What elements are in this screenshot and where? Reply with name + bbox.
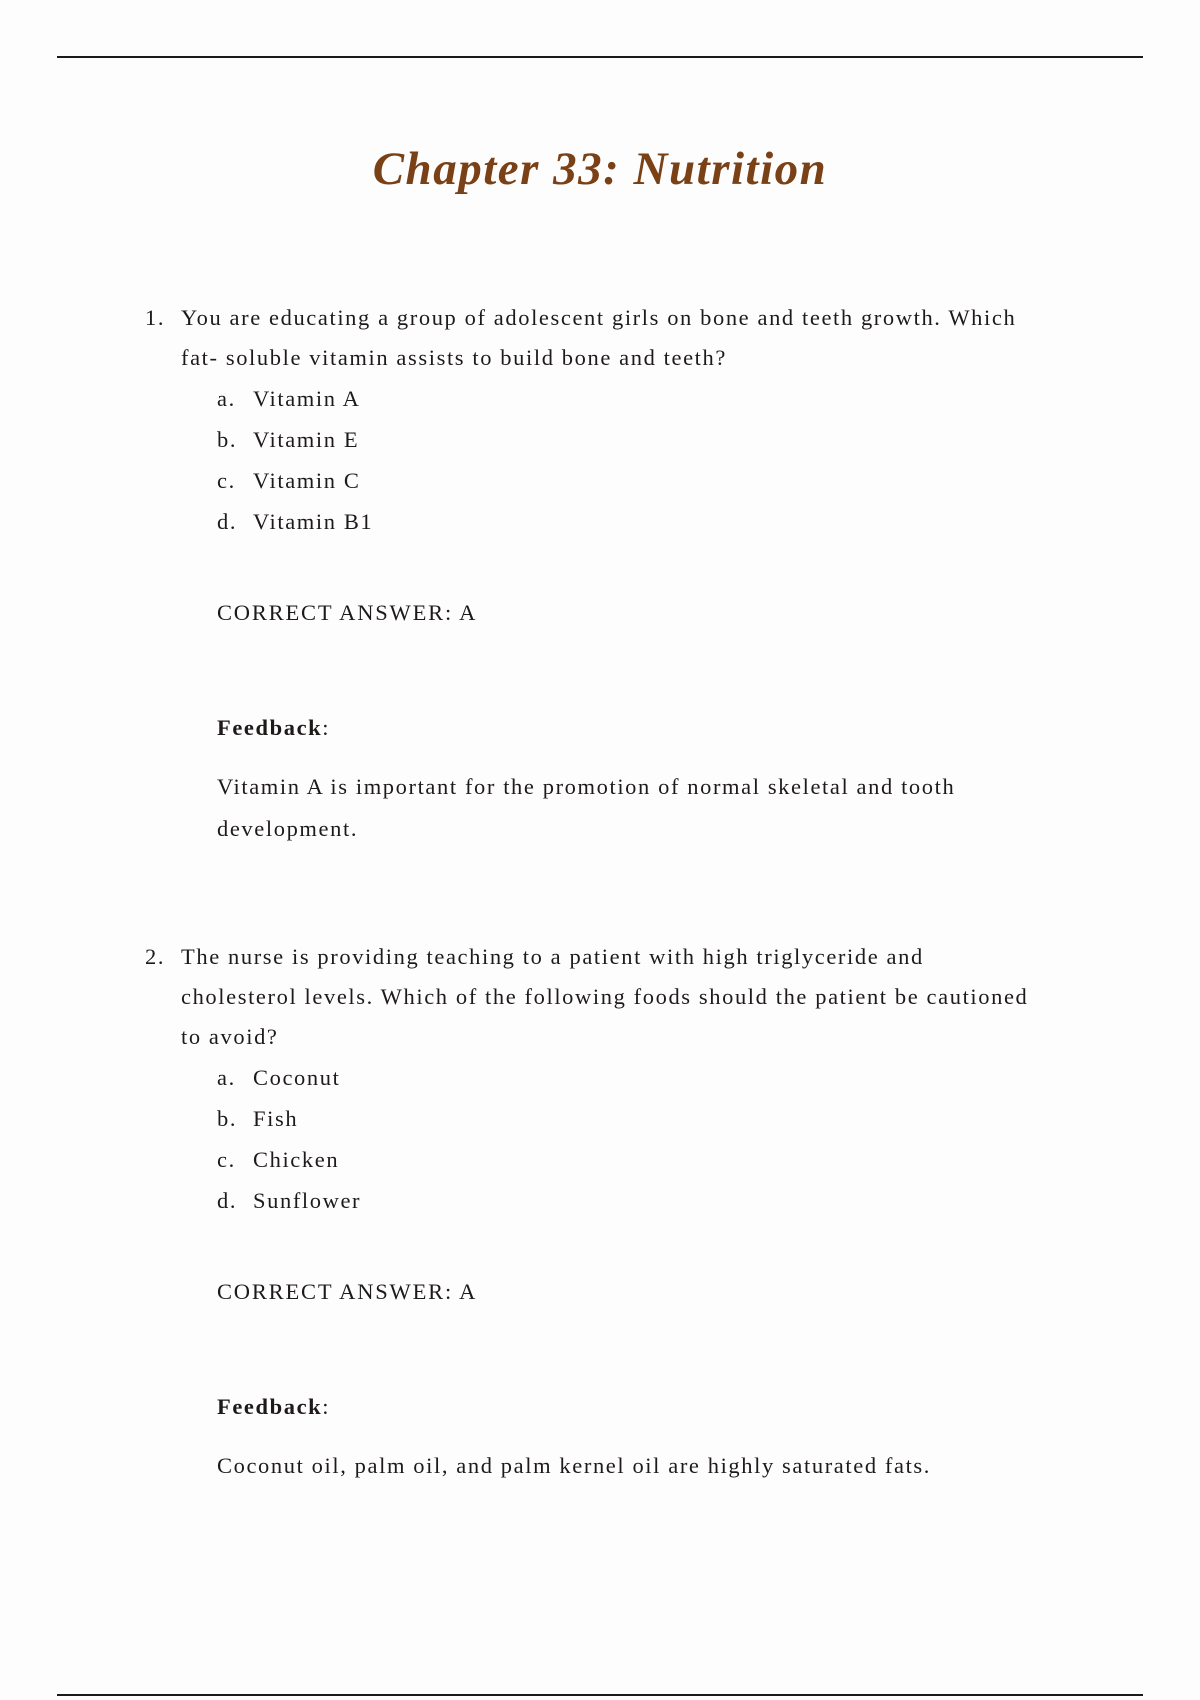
question-number: 1. [145,305,166,330]
option-letter: a. [217,386,236,411]
correct-answer: CORRECT ANSWER: A [217,1279,478,1304]
option-text: Vitamin B1 [253,509,374,534]
option-letter: c. [217,468,236,493]
feedback-heading [217,708,1045,748]
question-stem [145,937,1045,1057]
question-number: 2. [145,944,166,969]
question-2 [145,937,1045,1487]
option-text: Vitamin C [253,468,361,493]
feedback-label: Feedback [217,715,323,740]
option-text: Chicken [253,1147,340,1172]
chapter-title: Chapter 33: Nutrition [372,143,828,195]
option-letter: a. [217,1065,236,1090]
feedback-text: Coconut oil, palm oil, and palm kernel oil are highly saturated fats. [217,1453,931,1478]
option-text: Fish [253,1106,299,1131]
correct-answer: CORRECT ANSWER: A [217,600,478,625]
bottom-rule [57,1694,1143,1696]
option-b [217,1098,1045,1139]
option-letter: d. [217,509,238,534]
option-d [217,1180,1045,1221]
question-1 [145,298,1045,850]
feedback-heading [217,1387,1045,1427]
option-c [217,460,1045,501]
feedback-colon: : [322,1394,331,1419]
option-letter: c. [217,1147,236,1172]
option-c [217,1139,1045,1180]
option-text: Vitamin A [253,386,361,411]
feedback-text: Vitamin A is important for the promotion of normal skeletal and tooth development. [217,774,956,841]
feedback-label: Feedback [217,1394,323,1419]
option-a [217,1057,1045,1098]
option-list [145,1057,1045,1221]
option-a [217,378,1045,419]
top-rule [57,56,1143,58]
option-list [145,378,1045,542]
question-stem [145,298,1045,378]
option-d [217,501,1045,542]
option-text: Coconut [253,1065,341,1090]
option-letter: b. [217,1106,238,1131]
feedback-colon: : [322,715,331,740]
option-b [217,419,1045,460]
option-letter: d. [217,1188,238,1213]
question-text: You are educating a group of adolescent girls on bone and teeth growth. Which fat- soluble vitamin assists to build bone and teeth? [181,305,1017,370]
question-text: The nurse is providing teaching to a patient with high triglyceride and cholesterol levels. Which of the following foods should the patient be cautioned to avoid? [181,944,1029,1049]
option-text: Vitamin E [253,427,360,452]
option-letter: b. [217,427,238,452]
option-text: Sunflower [253,1188,362,1213]
